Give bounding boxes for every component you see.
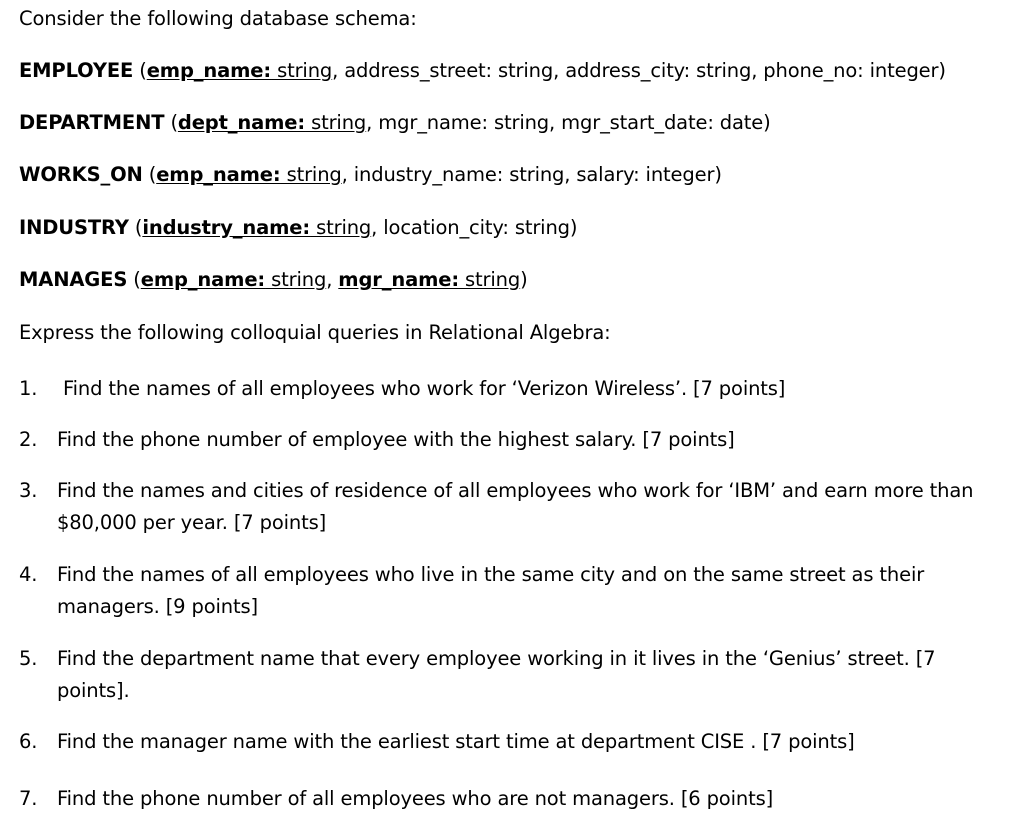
question-number: 7. [19, 787, 38, 810]
schema-employee: EMPLOYEE (emp_name: string, address_street: string, address_city: string, phone_no: integer) [19, 59, 946, 82]
schema-industry: INDUSTRY (industry_name: string, location_city: string) [19, 216, 578, 239]
question-text: Find the department name that every employee working in it lives in the ‘Genius’ street. [7 points]. [57, 647, 936, 702]
question-number: 5. [19, 647, 38, 670]
primary-key: emp_name: string [146, 59, 333, 82]
table-name: DEPARTMENT [19, 111, 165, 134]
table-name: WORKS_ON [19, 163, 143, 186]
primary-key: dept_name: string [177, 111, 367, 134]
table-name: MANAGES [19, 268, 128, 291]
question-text: Find the names and cities of residence of all employees who work for ‘IBM’ and earn more than $80,000 per year. [7 points] [57, 479, 974, 534]
question-text: Find the manager name with the earliest start time at department CISE . [7 points] [57, 730, 855, 753]
question-item [19, 424, 1004, 456]
schema-department: DEPARTMENT (dept_name: string, mgr_name: string, mgr_start_date: date) [19, 111, 771, 134]
question-text: Find the phone number of employee with the highest salary. [7 points] [57, 428, 735, 451]
primary-key: industry_name: string [142, 216, 372, 239]
question-item [19, 726, 1004, 758]
question-number: 3. [19, 479, 38, 502]
question-text: Find the names of all employees who work for ‘Verizon Wireless’. [7 points] [63, 377, 786, 400]
question-number: 4. [19, 563, 38, 586]
primary-key-2: mgr_name: string [338, 268, 521, 291]
question-number: 2. [19, 428, 38, 451]
instruction-text: Express the following colloquial queries in Relational Algebra: [19, 321, 611, 344]
schema-manages: MANAGES (emp_name: string, mgr_name: string) [19, 268, 528, 291]
primary-key: emp_name: string [140, 268, 327, 291]
question-text: Find the names of all employees who live in the same city and on the same street as their managers. [9 points] [57, 563, 925, 618]
question-item [19, 643, 1004, 707]
question-item [19, 783, 1004, 815]
question-number: 6. [19, 730, 38, 753]
intro-text: Consider the following database schema: [19, 7, 417, 30]
question-item [19, 559, 1004, 623]
question-text: Find the phone number of all employees who are not managers. [6 points] [57, 787, 774, 810]
table-name: EMPLOYEE [19, 59, 134, 82]
table-name: INDUSTRY [19, 216, 129, 239]
question-item [19, 475, 1004, 539]
question-number: 1. [19, 377, 38, 400]
question-item [19, 373, 1004, 405]
schema-works-on: WORKS_ON (emp_name: string, industry_name: string, salary: integer) [19, 163, 722, 186]
primary-key: emp_name: string [156, 163, 342, 186]
